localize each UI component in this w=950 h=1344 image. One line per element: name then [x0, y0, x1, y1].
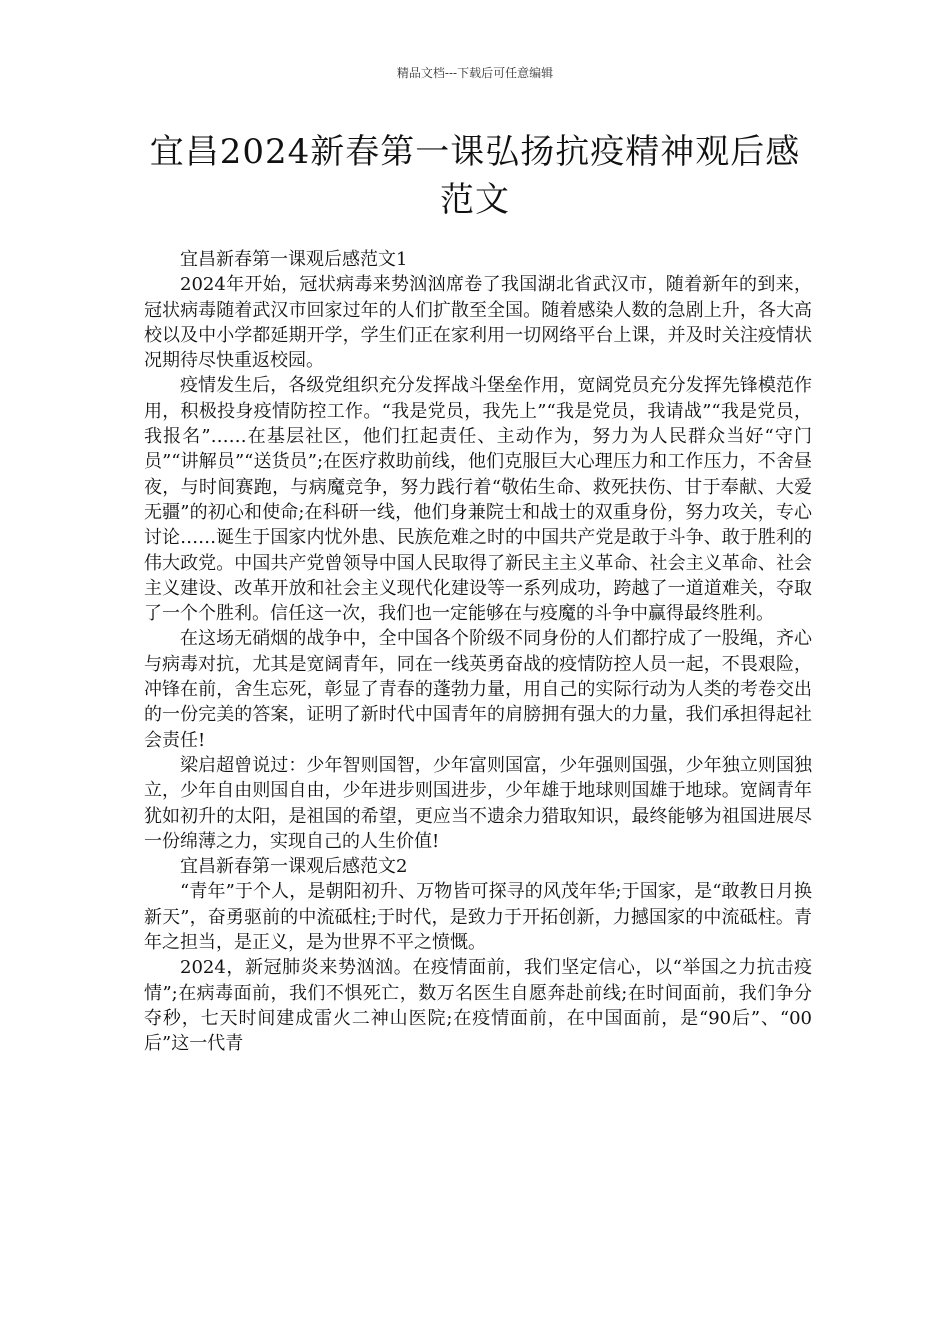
document-title: [145, 128, 805, 224]
document-body: [144, 247, 812, 1057]
paragraph: 梁启超曾说过：少年智则国智，少年富则国富，少年强则国强，少年独立则国独立，少年自由则国自由，少年进步则国进步，少年雄于地球则国雄于地球。宽阔青年犹如初升的太阳，是祖国的希望，更应当不遗余力猎取知识，最终能够为祖国进展尽一份绵薄之力，实现自己的人生价值!: [144, 754, 812, 852]
section-heading-2: 宜昌新春第一课观后感范文2: [180, 856, 408, 878]
paragraph: 疫情发生后，各级党组织充分发挥战斗堡垒作用，宽阔党员充分发挥先锋模范作用，积极投身疫情防控工作。“我是党员，我先上”“我是党员，我请战”“我是党员，我报名”……在基层社区，他们扛起责任、主动作为，努力为人民群众当好“守门员”“讲解员”“送货员”;在医疗救助前线，他们克服巨大心理压力和工作压力，不舍昼夜，与时间赛跑，与病魔竞争，努力践行着“敬佑生命、救死扶伤、甘于奉献、大爱无疆”的初心和使命;在科研一线，他们身兼院士和战士的双重身份，努力攻关，专心讨论……诞生于国家内忧外患、民族危难之时的中国共产党是敢于斗争、敢于胜利的伟大政党。中国共产党曾领导中国人民取得了新民主主义革命、社会主义革命、社会主义建设、改革开放和社会主义现代化建设等一系列成功，跨越了一道道难关，夺取了一个个胜利。信任这一次，我们也一定能够在与疫魔的斗争中赢得最终胜利。: [144, 375, 812, 625]
paragraph: 2024，新冠肺炎来势汹汹。在疫情面前，我们坚定信心，以“举国之力抗击疫情”;在病毒面前，我们不惧死亡，数万名医生自愿奔赴前线;在时间面前，我们争分夺秒，七天时间建成雷火二神山医院;在疫情面前，在中国面前，是“90后”、“00后”这一代青: [144, 957, 812, 1055]
paragraph: “青年”于个人，是朝阳初升、万物皆可探寻的风茂年华;于国家，是“敢教日月换新天”，奋勇驱前的中流砥柱;于时代，是致力于开拓创新，力撼国家的中流砥柱。青年之担当，是正义，是为世界不平之愤慨。: [144, 881, 812, 954]
title-line-2: 范文: [440, 180, 510, 220]
section-heading-1: 宜昌新春第一课观后感范文1: [180, 249, 408, 270]
paragraph: 2024年开始，冠状病毒来势汹汹席卷了我国湖北省武汉市，随着新年的到来，冠状病毒随着武汉市回家过年的人们扩散至全国。随着感染人数的急剧上升，各大高校以及中小学都延期开学，学生们正在家利用一切网络平台上课，并及时关注疫情状况期待尽快重返校园。: [144, 274, 812, 372]
paragraph: 在这场无硝烟的战争中，全中国各个阶级不同身份的人们都拧成了一股绳，齐心与病毒对抗，尤其是宽阔青年，同在一线英勇奋战的疫情防控人员一起，不畏艰险，冲锋在前，舍生忘死，彰显了青春的蓬勃力量，用自己的实际行动为人类的考卷交出的一份完美的答案，证明了新时代中国青年的肩膀拥有强大的力量，我们承担得起社会责任!: [144, 628, 812, 751]
title-line-1: 宜昌2024新春第一课弘扬抗疫精神观后感: [149, 132, 801, 172]
page-header: 精品文档---下载后可任意编辑: [396, 66, 554, 80]
